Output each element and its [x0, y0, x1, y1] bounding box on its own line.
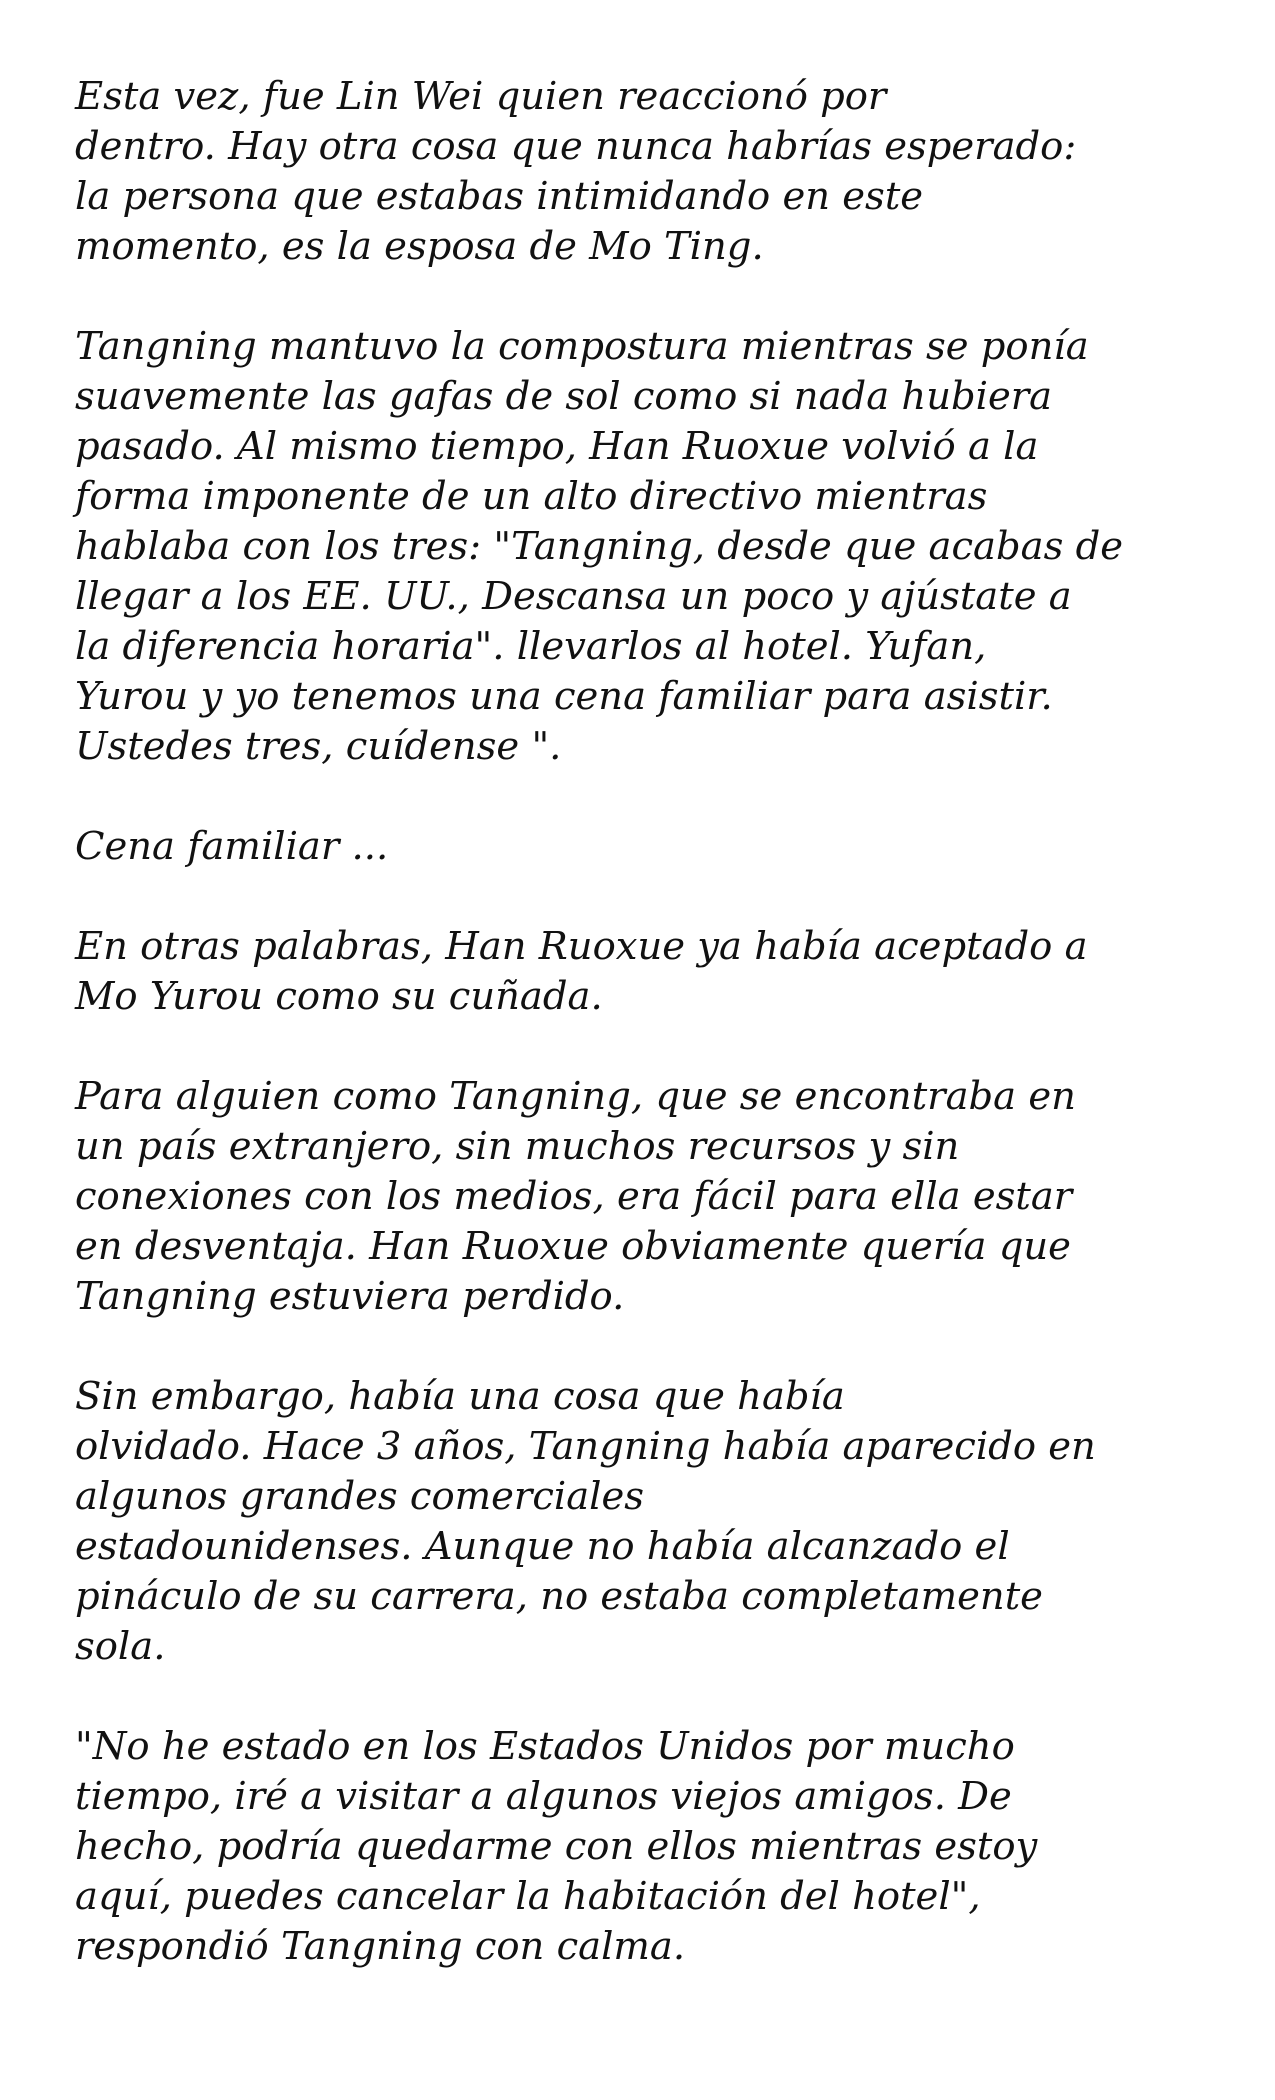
text-line: Tangning mantuvo la compostura mientras se ponía: [75, 324, 1089, 369]
text-line: Esta vez, fue Lin Wei quien reaccionó por: [75, 74, 887, 119]
paragraph-4: [75, 922, 1215, 1022]
text-line: dentro. Hay otra cosa que nunca habrías esperado:: [75, 124, 1077, 169]
text-line: hecho, podría quedarme con ellos mientras estoy: [75, 1824, 1038, 1869]
text-line: llegar a los EE. UU., Descansa un poco y ajústate a: [75, 574, 1072, 619]
text-line: Yurou y yo tenemos una cena familiar para asistir.: [75, 674, 1053, 719]
text-line: momento, es la esposa de Mo Ting.: [75, 224, 764, 269]
text-line: aquí, puedes cancelar la habitación del hotel",: [75, 1874, 981, 1919]
paragraph-1: [75, 72, 1215, 272]
text-line: Ustedes tres, cuídense ".: [75, 724, 562, 769]
paragraph-2: [75, 322, 1215, 772]
text-line: algunos grandes comerciales: [75, 1474, 645, 1519]
text-line: respondió Tangning con calma.: [75, 1924, 686, 1969]
text-line: tiempo, iré a visitar a algunos viejos amigos. De: [75, 1774, 1012, 1819]
text-line: la persona que estabas intimidando en este: [75, 174, 924, 219]
text-line: sola.: [75, 1624, 166, 1669]
text-line: hablaba con los tres: "Tangning, desde que acabas de: [75, 524, 1124, 569]
paragraph-3: [75, 822, 1215, 872]
text-line: Sin embargo, había una cosa que había: [75, 1374, 845, 1419]
text-line: Mo Yurou como su cuñada.: [75, 974, 603, 1019]
text-line: olvidado. Hace 3 años, Tangning había aparecido en: [75, 1424, 1096, 1469]
text-line: Cena familiar ...: [75, 824, 389, 869]
text-line: un país extranjero, sin muchos recursos y sin: [75, 1124, 960, 1169]
text-line: forma imponente de un alto directivo mientras: [75, 474, 988, 519]
text-line: estadounidenses. Aunque no había alcanzado el: [75, 1524, 1010, 1569]
text-line: "No he estado en los Estados Unidos por mucho: [75, 1724, 1015, 1769]
text-line: conexiones con los medios, era fácil para ella estar: [75, 1174, 1073, 1219]
document-page: [75, 72, 1215, 2022]
text-line: En otras palabras, Han Ruoxue ya había aceptado a: [75, 924, 1088, 969]
text-line: pináculo de su carrera, no estaba completamente: [75, 1574, 1043, 1619]
text-line: la diferencia horaria". llevarlos al hotel. Yufan,: [75, 624, 987, 669]
text-line: Para alguien como Tangning, que se encontraba en: [75, 1074, 1076, 1119]
paragraph-6: [75, 1372, 1215, 1672]
paragraph-7: [75, 1722, 1215, 1972]
paragraph-5: [75, 1072, 1215, 1322]
text-line: suavemente las gafas de sol como si nada hubiera: [75, 374, 1053, 419]
text-line: pasado. Al mismo tiempo, Han Ruoxue volvió a la: [75, 424, 1039, 469]
text-line: Tangning estuviera perdido.: [75, 1274, 625, 1319]
text-line: en desventaja. Han Ruoxue obviamente quería que: [75, 1224, 1071, 1269]
